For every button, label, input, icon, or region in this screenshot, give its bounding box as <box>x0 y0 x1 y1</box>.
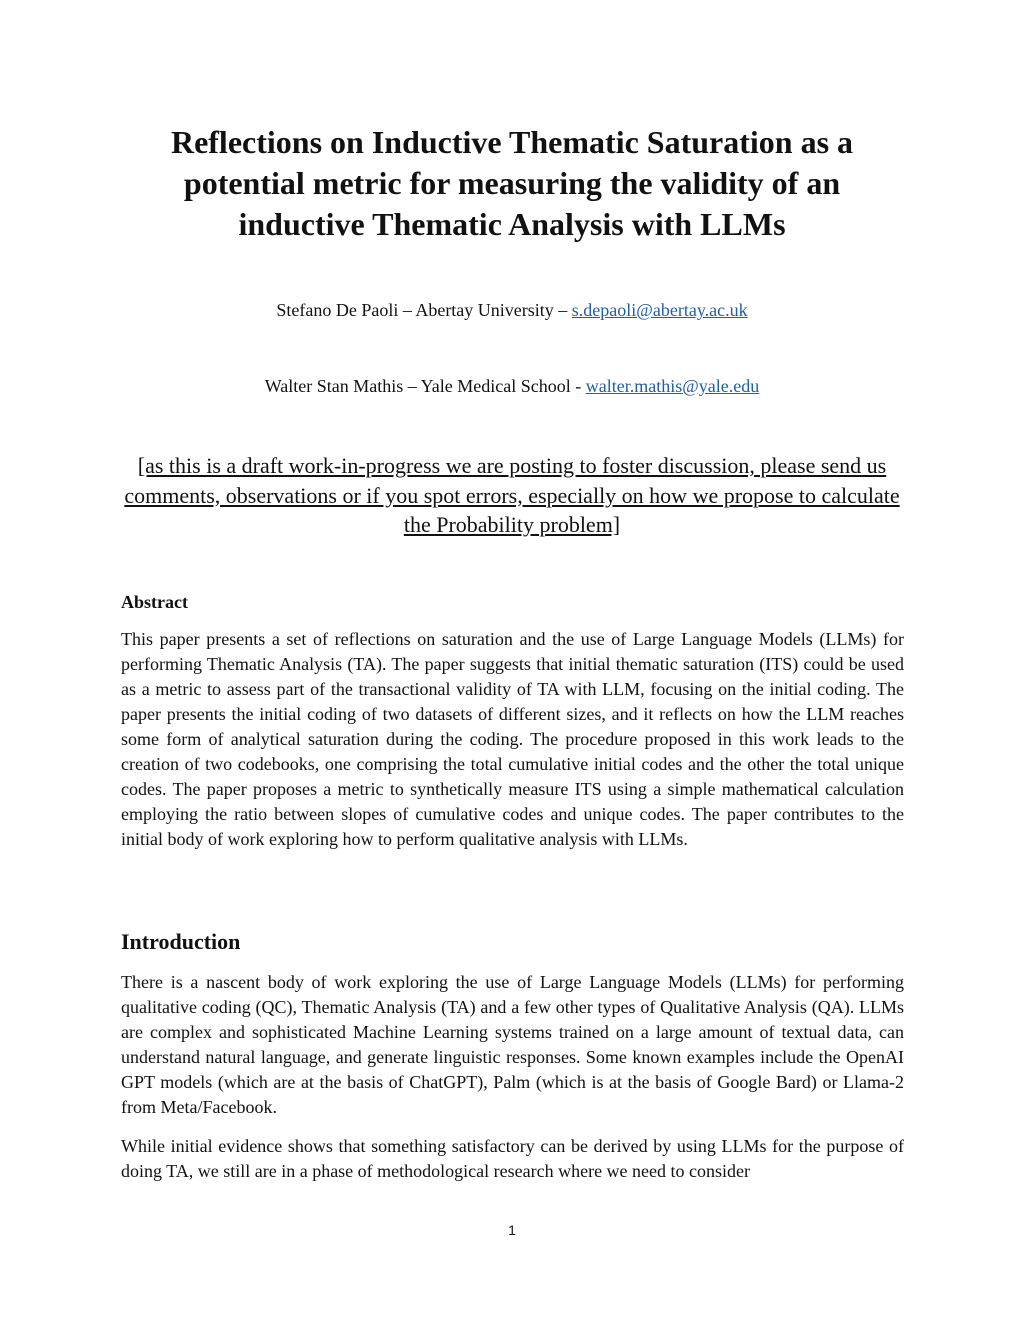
author-line-2 <box>120 375 904 397</box>
abstract-heading: Abstract <box>121 592 188 612</box>
abstract-text: This paper presents a set of reflections on saturation and the use of Large Language Models (LLMs) for performing Thematic Analysis (TA). The paper suggests that initial thematic saturation (ITS) could be used as a metric to assess part of the transactional validity of TA with LLM, focusing on the initial coding. The paper presents the initial coding of two datasets of different sizes, and it reflects on how the LLM reaches some form of analytical saturation during the coding. The procedure proposed in this work leads to the creation of two codebooks, one comprising the total cumulative initial codes and the other the total unique codes. The paper proposes a metric to synthetically measure ITS using a simple mathematical calculation employing the ratio between slopes of cumulative codes and unique codes. The paper contributes to the initial body of work exploring how to perform qualitative analysis with LLMs. <box>121 629 904 849</box>
introduction-heading: Introduction <box>121 929 241 954</box>
author-2-affiliation: Walter Stan Mathis – Yale Medical School - <box>264 376 586 396</box>
author-1-affiliation: Stefano De Paoli – Abertay University – <box>276 300 572 320</box>
draft-note: [as this is a draft work-in-progress we are posting to foster discussion, please send us comments, observations or if you spot errors, especially on how we propose to calculate the Probability problem] <box>124 453 900 537</box>
author-2-email-link[interactable]: walter.mathis@yale.edu <box>585 376 760 396</box>
page-number: 1 <box>508 1222 516 1238</box>
introduction-paragraph-2: While initial evidence shows that something satisfactory can be derived by using LLMs for the purpose of doing TA, we still are in a phase of methodological research where we need to consider <box>121 1136 904 1181</box>
author-line-1 <box>120 299 904 321</box>
author-1-email-link[interactable]: s.depaoli@abertay.ac.uk <box>571 300 748 320</box>
paper-title: Reflections on Inductive Thematic Saturation as a potential metric for measuring the validity of an inductive Thematic Analysis with LLMs <box>170 124 854 242</box>
introduction-paragraph-1: There is a nascent body of work exploring the use of Large Language Models (LLMs) for performing qualitative coding (QC), Thematic Analysis (TA) and a few other types of Qualitative Analysis (QA). LLMs are complex and sophisticated Machine Learning systems trained on a large amount of textual data, can understand natural language, and generate linguistic responses. Some known examples include the OpenAI GPT models (which are at the basis of ChatGPT), Palm (which is at the basis of Google Bard) or Llama-2 from Meta/Facebook. <box>121 972 904 1117</box>
